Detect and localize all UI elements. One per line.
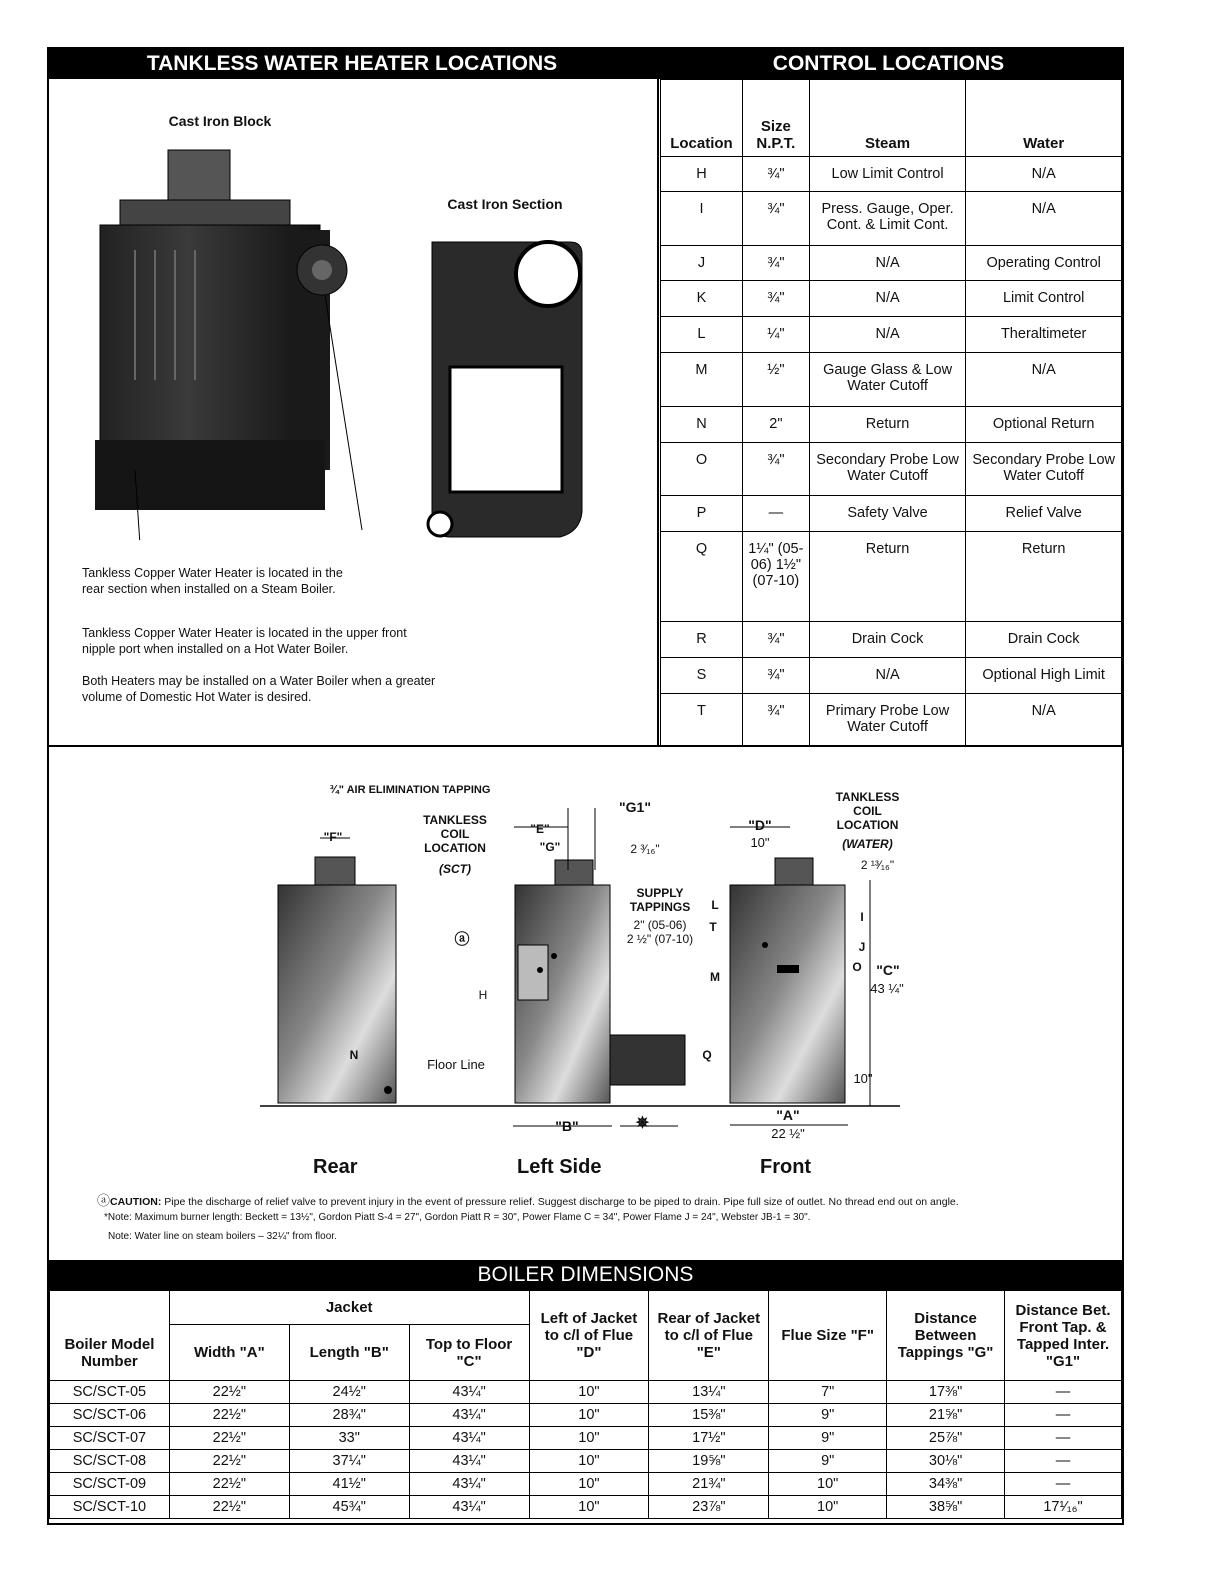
block-flue bbox=[168, 150, 230, 205]
cell-steam: N/A bbox=[809, 281, 966, 317]
view-rear: Rear bbox=[313, 1156, 358, 1178]
dim-2-3-16: 2 ³⁄₁₆" bbox=[630, 842, 660, 856]
cell-water: N/A bbox=[966, 157, 1122, 192]
cell-loc: J bbox=[661, 246, 743, 281]
cell-size: 2" bbox=[742, 407, 809, 443]
boiler-dimensions-header: BOILER DIMENSIONS bbox=[49, 1260, 1122, 1290]
table-row bbox=[50, 1473, 1122, 1496]
cell: — bbox=[1005, 1427, 1122, 1450]
cell-loc: P bbox=[661, 496, 743, 532]
dim-f: "F" bbox=[323, 830, 343, 844]
cell-loc: I bbox=[661, 192, 743, 246]
boiler-dimension-drawing bbox=[250, 780, 930, 1150]
h-rear: Rear of Jacket to c/l of Flue "E" bbox=[649, 1291, 769, 1381]
caution-icon: ⓐ bbox=[97, 1193, 111, 1208]
cell-loc: Q bbox=[661, 532, 743, 622]
left-panel bbox=[518, 945, 548, 1000]
cell: SC/SCT-07 bbox=[50, 1427, 170, 1450]
cell: 43¼" bbox=[409, 1427, 529, 1450]
cast-iron-block-label: Cast Iron Block bbox=[168, 113, 272, 129]
cell: 17¹⁄₁₆" bbox=[1005, 1496, 1122, 1519]
cell-size: ¾" bbox=[742, 157, 809, 192]
cell-water: Relief Valve bbox=[966, 496, 1122, 532]
cell-water: Optional Return bbox=[966, 407, 1122, 443]
cell-steam: Low Limit Control bbox=[809, 157, 966, 192]
tankless-header: TANKLESS WATER HEATER LOCATIONS bbox=[49, 49, 655, 79]
cell: 25⅞" bbox=[887, 1427, 1005, 1450]
burner-star-icon: ✵ bbox=[635, 1115, 650, 1132]
cell: 22½" bbox=[169, 1450, 289, 1473]
dim-a: "A" bbox=[776, 1107, 800, 1123]
cell: 15⅜" bbox=[649, 1404, 769, 1427]
cell-water: Secondary Probe Low Water Cutoff bbox=[966, 443, 1122, 496]
cell: 23⅞" bbox=[649, 1496, 769, 1519]
left-flue bbox=[555, 860, 593, 888]
cell-steam: Gauge Glass & Low Water Cutoff bbox=[809, 353, 966, 407]
supply-a-label: 2" (05-06) bbox=[633, 918, 687, 932]
cell: 38⅝" bbox=[887, 1496, 1005, 1519]
cell-steam: N/A bbox=[809, 658, 966, 694]
cell-water: Operating Control bbox=[966, 246, 1122, 281]
cell: 19⅝" bbox=[649, 1450, 769, 1473]
cell: 43¼" bbox=[409, 1404, 529, 1427]
cell: 43¼" bbox=[409, 1496, 529, 1519]
table-row bbox=[661, 281, 1122, 317]
cell: 22½" bbox=[169, 1473, 289, 1496]
rear-flue bbox=[315, 857, 355, 887]
table-row bbox=[661, 246, 1122, 281]
cell: 43¼" bbox=[409, 1450, 529, 1473]
caution-text: Pipe the discharge of relief valve to prevent injury in the event of pressure relief. Suggest discharge to be piped to drain. Pipe full size of outlet. No thread end out on angle. bbox=[164, 1196, 959, 1208]
dim-g1: "G1" bbox=[619, 799, 651, 815]
h-model: Boiler Model Number bbox=[50, 1291, 170, 1381]
table-row bbox=[661, 658, 1122, 694]
col-size: Size N.P.T. bbox=[742, 80, 809, 157]
cell: — bbox=[1005, 1450, 1122, 1473]
table-row bbox=[661, 157, 1122, 192]
cell: 17½" bbox=[649, 1427, 769, 1450]
cell: 21¾" bbox=[649, 1473, 769, 1496]
boiler-dimensions-table bbox=[49, 1290, 1122, 1519]
view-left-side: Left Side bbox=[517, 1156, 602, 1178]
section-opening bbox=[450, 367, 562, 492]
cell: 30⅛" bbox=[887, 1450, 1005, 1473]
cell-loc: L bbox=[661, 317, 743, 353]
h-flue: Flue Size "F" bbox=[769, 1291, 887, 1381]
table-row bbox=[661, 407, 1122, 443]
table-row bbox=[661, 443, 1122, 496]
heater-note-3: Both Heaters may be installed on a Water Boiler when a greater volume of Domestic Hot Water is desired. bbox=[82, 674, 436, 704]
h-jacket: Jacket bbox=[169, 1291, 529, 1325]
control-locations-table bbox=[660, 79, 1122, 747]
cell-steam: N/A bbox=[809, 246, 966, 281]
table-row bbox=[661, 496, 1122, 532]
cell-water: N/A bbox=[966, 353, 1122, 407]
cell-water: N/A bbox=[966, 694, 1122, 747]
letter-i: I bbox=[860, 910, 864, 924]
h-bet: Distance Bet. Front Tap. & Tapped Inter. "G1" bbox=[1005, 1291, 1122, 1381]
caution-label: CAUTION: bbox=[110, 1196, 162, 1208]
cell-steam: Return bbox=[809, 407, 966, 443]
col-steam: Steam bbox=[809, 80, 966, 157]
dim-c-value: 43 ¼" bbox=[870, 981, 904, 996]
burner-length-note: *Note: Maximum burner length: Beckett = 13½", Gordon Piatt S-4 = 27", Gordon Piatt R = 30", Power Flame C = 34", Power Flame J = 24", Webster JB-1 = 30". bbox=[104, 1212, 811, 1223]
cell: 10" bbox=[529, 1404, 649, 1427]
cell: 24½" bbox=[289, 1381, 409, 1404]
heater-note-1: Tankless Copper Water Heater is located in the rear section when installed on a Steam Boiler. bbox=[82, 566, 343, 596]
cell-loc: T bbox=[661, 694, 743, 747]
cell: SC/SCT-10 bbox=[50, 1496, 170, 1519]
caution-note bbox=[97, 1190, 1097, 1209]
cell: SC/SCT-05 bbox=[50, 1381, 170, 1404]
cell: 41½" bbox=[289, 1473, 409, 1496]
sct-label: (SCT) bbox=[439, 862, 471, 876]
cell: 22½" bbox=[169, 1496, 289, 1519]
front-body bbox=[730, 885, 845, 1103]
cell: 10" bbox=[529, 1496, 649, 1519]
cell: 45¾" bbox=[289, 1496, 409, 1519]
col-location: Location bbox=[661, 80, 743, 157]
dims-header-row bbox=[50, 1291, 1122, 1325]
letter-t: T bbox=[709, 920, 717, 934]
cell-steam: Safety Valve bbox=[809, 496, 966, 532]
letter-n: N bbox=[349, 1048, 359, 1062]
cell: SC/SCT-06 bbox=[50, 1404, 170, 1427]
tankless-water-label: TANKLESS COIL LOCATION bbox=[835, 790, 900, 832]
cell-size: ¾" bbox=[742, 694, 809, 747]
dim-d: "D" bbox=[748, 817, 772, 833]
table-row bbox=[661, 622, 1122, 658]
cell-size: ¾" bbox=[742, 192, 809, 246]
cell-size: ½" bbox=[742, 353, 809, 407]
cell-water: Drain Cock bbox=[966, 622, 1122, 658]
water-line-note: Note: Water line on steam boilers – 32¼" from floor. bbox=[108, 1231, 337, 1242]
cell-size: ¾" bbox=[742, 246, 809, 281]
control-header-row bbox=[661, 80, 1122, 157]
cell: 10" bbox=[529, 1450, 649, 1473]
cell: SC/SCT-09 bbox=[50, 1473, 170, 1496]
letter-l: L bbox=[711, 898, 719, 912]
dim-d-value: 10" bbox=[750, 835, 770, 850]
table-row bbox=[661, 694, 1122, 747]
cell-size: ¾" bbox=[742, 281, 809, 317]
col-water: Water bbox=[966, 80, 1122, 157]
cell-steam: Press. Gauge, Oper. Cont. & Limit Cont. bbox=[809, 192, 966, 246]
cell-steam: Return bbox=[809, 532, 966, 622]
cell: 43¼" bbox=[409, 1473, 529, 1496]
letter-q: Q bbox=[702, 1048, 712, 1062]
control-header: CONTROL LOCATIONS bbox=[655, 49, 1122, 79]
cell-size: — bbox=[742, 496, 809, 532]
letter-o: O bbox=[852, 960, 862, 974]
cell: 21⅝" bbox=[887, 1404, 1005, 1427]
cell-loc: M bbox=[661, 353, 743, 407]
cell-loc: H bbox=[661, 157, 743, 192]
floor-line-label: Floor Line bbox=[427, 1057, 485, 1072]
cell-size: 1¼" (05-06) 1½" (07-10) bbox=[742, 532, 809, 622]
view-front: Front bbox=[760, 1156, 812, 1178]
cell: 22½" bbox=[169, 1381, 289, 1404]
table-row bbox=[661, 317, 1122, 353]
water-label: (WATER) bbox=[842, 837, 893, 851]
cast-iron-section-label: Cast Iron Section bbox=[447, 196, 563, 212]
cell: 10" bbox=[769, 1473, 887, 1496]
h-dist: Distance Between Tappings "G" bbox=[887, 1291, 1005, 1381]
cell: 22½" bbox=[169, 1404, 289, 1427]
cell-size: ¼" bbox=[742, 317, 809, 353]
cell-water: N/A bbox=[966, 192, 1122, 246]
cast-iron-block-image bbox=[90, 140, 370, 540]
cell-steam: N/A bbox=[809, 317, 966, 353]
cell-steam: Primary Probe Low Water Cutoff bbox=[809, 694, 966, 747]
cell: 10" bbox=[769, 1496, 887, 1519]
cell: 9" bbox=[769, 1404, 887, 1427]
dim-10: 10" bbox=[853, 1071, 873, 1086]
cell-size: ¾" bbox=[742, 658, 809, 694]
h-width: Width "A" bbox=[169, 1325, 289, 1381]
letter-a-icon: ⓐ bbox=[454, 931, 470, 948]
tankless-sct-label: TANKLESS COIL LOCATION bbox=[423, 813, 487, 855]
cell: 22½" bbox=[169, 1427, 289, 1450]
h-length: Length "B" bbox=[289, 1325, 409, 1381]
cell: — bbox=[1005, 1404, 1122, 1427]
dim-2-13-16: 2 ¹³⁄₁₆" bbox=[860, 858, 895, 872]
cell-steam: Secondary Probe Low Water Cutoff bbox=[809, 443, 966, 496]
letter-j: J bbox=[858, 940, 866, 954]
cell: 33" bbox=[289, 1427, 409, 1450]
dim-g: "G" bbox=[539, 840, 561, 854]
cell: 10" bbox=[529, 1427, 649, 1450]
cell: 10" bbox=[529, 1381, 649, 1404]
table-row bbox=[661, 192, 1122, 246]
burner bbox=[610, 1035, 685, 1085]
table-row bbox=[50, 1496, 1122, 1519]
cell: — bbox=[1005, 1381, 1122, 1404]
cell-loc: S bbox=[661, 658, 743, 694]
cell: 7" bbox=[769, 1381, 887, 1404]
cell-loc: K bbox=[661, 281, 743, 317]
supply-b-label: 2 ½" (07-10) bbox=[626, 932, 694, 946]
cell-loc: N bbox=[661, 407, 743, 443]
dim-b: "B" bbox=[555, 1118, 579, 1134]
cell: 9" bbox=[769, 1450, 887, 1473]
table-row bbox=[661, 532, 1122, 622]
cell: 37¼" bbox=[289, 1450, 409, 1473]
cell-loc: O bbox=[661, 443, 743, 496]
supply-label: SUPPLY TAPPINGS bbox=[629, 886, 691, 914]
air-elimination-label: ¾" AIR ELIMINATION TAPPING bbox=[329, 784, 491, 796]
cell: — bbox=[1005, 1473, 1122, 1496]
cell: 10" bbox=[529, 1473, 649, 1496]
table-row bbox=[50, 1381, 1122, 1404]
letter-h: H bbox=[478, 988, 488, 1002]
cell: 28¾" bbox=[289, 1404, 409, 1427]
front-flue bbox=[775, 858, 813, 888]
dim-a-value: 22 ½" bbox=[771, 1126, 805, 1141]
cell-water: Limit Control bbox=[966, 281, 1122, 317]
cell: 9" bbox=[769, 1427, 887, 1450]
dim-e: "E" bbox=[530, 822, 550, 836]
h-left: Left of Jacket to c/l of Flue "D" bbox=[529, 1291, 649, 1381]
section-port bbox=[516, 242, 580, 306]
h-top: Top to Floor "C" bbox=[409, 1325, 529, 1381]
heater-note-2: Tankless Copper Water Heater is located in the upper front nipple port when installed on a Hot Water Boiler. bbox=[82, 626, 407, 656]
table-row bbox=[50, 1427, 1122, 1450]
cell-size: ¾" bbox=[742, 622, 809, 658]
cell: 17⅜" bbox=[887, 1381, 1005, 1404]
cell-water: Optional High Limit bbox=[966, 658, 1122, 694]
table-row bbox=[50, 1450, 1122, 1473]
cell-water: Theraltimeter bbox=[966, 317, 1122, 353]
cell-water: Return bbox=[966, 532, 1122, 622]
rear-body bbox=[278, 885, 396, 1103]
cast-iron-section-image bbox=[420, 232, 590, 547]
cell: SC/SCT-08 bbox=[50, 1450, 170, 1473]
cell-loc: R bbox=[661, 622, 743, 658]
cell-size: ¾" bbox=[742, 443, 809, 496]
table-row bbox=[661, 353, 1122, 407]
cell: 34⅜" bbox=[887, 1473, 1005, 1496]
cell-steam: Drain Cock bbox=[809, 622, 966, 658]
cell: 43¼" bbox=[409, 1381, 529, 1404]
top-divider bbox=[657, 79, 659, 746]
letter-m: M bbox=[710, 970, 720, 984]
table-row bbox=[50, 1404, 1122, 1427]
cell: 13¼" bbox=[649, 1381, 769, 1404]
dim-c: "C" bbox=[876, 962, 900, 978]
